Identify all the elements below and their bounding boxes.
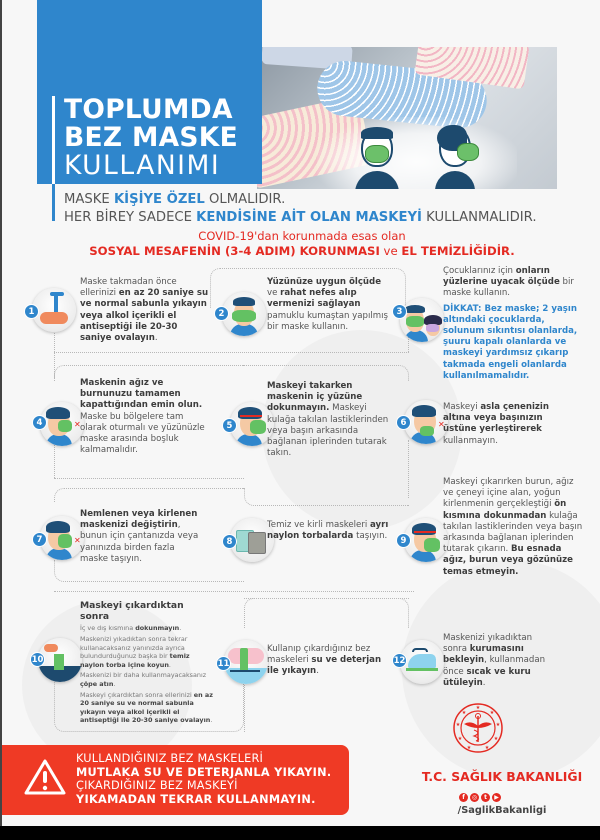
step-text: Maskeyi çıkarırken burun, ağız ve çeneyi içine alan, yoğun kirlenmenin gerçekleştiği ön kısmına dokunmadan kulağa takılan lastiklerinden veya başın arkasında bağlanan iplerinden tutarak çıkarın. Bu esnada ağız, burun veya gözünüze temas etmeyin. [443, 477, 583, 577]
step-number: 9 [396, 533, 411, 548]
person-wearing-mask-side-icon [427, 119, 497, 189]
covid-note: COVID-19'dan korunmada esas olan SOSYAL MESAFENİN (3-4 ADIM) KORUNMASI ve EL TEMİZLİĞİDİR. [89, 229, 515, 258]
step-number: 3 [392, 304, 407, 319]
page-title [64, 96, 238, 180]
svg-text:★: ★ [461, 710, 467, 716]
social-icons [459, 793, 501, 802]
step-number: 11 [216, 656, 231, 671]
warning-banner [2, 745, 349, 815]
title-accent-bar-inner [52, 96, 55, 184]
warning-triangle-icon [24, 759, 66, 795]
youtube-icon[interactable]: ▶ [492, 793, 501, 802]
mask-change-icon: ✕ [40, 516, 84, 560]
title-line-1: TOPLUMDA [64, 94, 233, 125]
step-number: 6 [396, 415, 411, 430]
title-line-2: BEZ MASKE [64, 122, 239, 153]
step-number: 2 [214, 306, 229, 321]
step-text: Maskenizi yıkadıktan sonra kurumasını bekleyin, kullanmadan önce sıcak ve kuru ütüleyin. [443, 633, 546, 688]
step-text: Maskeyi çıkardıktan sonra İç ve dış kısmına dokunmayın. Maskenizi yıkadıktan sonra tekrar kullanacaksanız yanınızda ayrıca bulundurduğunuz başka bir temiz naylon torba içine koyun. Maskenizi bir daha kullanmayacaksanız çöpe atın. Maskeyi çıkardıktan sonra ellerinizi en az 20 saniye su ve normal sabunla yıkayın veya alkol içerikli el antiseptiği ile 20-30 saniye ovalayın. [80, 600, 215, 725]
step-number: 1 [24, 304, 39, 319]
step-text: Maskeyi takarken maskenin iç yüzüne dokunmayın. Maskeyi kulağa takılan lastiklerinden veya başın arkasında bağlanan iplerinden tutarak takın. [267, 381, 389, 459]
step-number: 12 [392, 653, 407, 668]
step-3-warning: DİKKAT: Bez maske; 2 yaşın altındaki çocuklarda, solunum sıkıntısı olanlarda, şuuru kapalı olanlarda ve maskeyi yardımsız çıkarıp takmada engeli olanlarda kullanılmamalıdır. [443, 303, 578, 381]
step-text: Maskeyi asla çenenizin altına veya başınızın üstüne yerleştirerek kullanmayın. [443, 402, 549, 446]
step-number: 4 [32, 415, 47, 430]
mask-chin-wrong-icon: ✕ [404, 400, 448, 444]
step-number: 8 [222, 534, 237, 549]
step-text: Yüzünüze uygun ölçüde ve rahat nefes alıp vermenizi sağlayan pamuklu kumaştan yapılmış bir maske kullanın. [267, 277, 388, 332]
mask-coverage-icon: ✕ [40, 402, 84, 446]
svg-text:★: ★ [495, 722, 501, 728]
twitter-icon[interactable]: t [481, 793, 490, 802]
tagline: MASKE KİŞİYE ÖZEL OLMALIDIR. HER BİREY SADECE KENDİSİNE AİT OLAN MASKEYİ KULLANMALIDIR. [64, 192, 537, 225]
svg-text:★: ★ [489, 710, 495, 716]
person-wearing-mask-front-icon [337, 119, 417, 189]
step-number: 7 [32, 532, 47, 547]
step-text: Maske takmadan önce ellerinizi en az 20 saniye su ve normal sabunla yıkayın veya alkol içerikli el antiseptiği ile 20-30 saniye ovalayın. [80, 277, 209, 344]
cloth-masks-photo [257, 47, 557, 189]
title-line-3: KULLANIMI [64, 150, 221, 181]
ministry-logo [452, 702, 504, 754]
svg-text:★: ★ [493, 736, 499, 742]
svg-text:★: ★ [457, 736, 463, 742]
tagline-highlight: KENDİSİNE AİT OLAN MASKEYİ [196, 210, 422, 225]
facebook-icon[interactable]: f [459, 793, 468, 802]
step-number: 10 [30, 652, 45, 667]
step-10-title: Maskeyi çıkardıktan sonra [80, 600, 184, 623]
step-text: Çocuklarınız için onların yüzlerine uyacak ölçüde bir maske kullanın. DİKKAT: Bez maske; 2 yaşın altındaki çocuklarda, solunum sıkıntısı olanlarda, şuuru kapalı olanlarda ve maskeyi yardımsız çıkarıp takmada engeli olanlarda kullanılmamalıdır. [443, 266, 583, 382]
step-text: Kullanıp çıkardığınız bez maskeleri su ve deterjan ile yıkayın. [267, 644, 382, 677]
family-mask-icon [400, 298, 444, 342]
svg-text:★: ★ [455, 722, 461, 728]
ministry-name: T.C. SAĞLIK BAKANLIĞI [421, 769, 583, 784]
tagline-highlight: KİŞİYE ÖZEL [113, 192, 205, 207]
svg-text:★: ★ [484, 745, 490, 751]
warning-text: KULLANDIĞINIZ BEZ MASKELERİ MUTLAKA SU VE DETERJANLA YIKAYIN. ÇIKARDIĞINIZ BEZ MASKEYİ YIKAMADAN TEKRAR KULLANMAYIN. [76, 752, 332, 806]
instagram-icon[interactable]: ◎ [471, 794, 478, 801]
svg-text:★: ★ [475, 705, 481, 711]
step-text: Maskenin ağız ve burnunuzu tamamen kapattığından emin olun. Maske bu bölgelere tam olarak oturmalı ve yüzünüzle maske arasında boşluk kalmamalıdır. [80, 378, 205, 456]
step-number: 5 [222, 418, 237, 433]
step-text: Nemlenen veya kirlenen maskenizi değiştirin, bunun için çantanızda veya yanınızda birden fazla maske taşıyın. [80, 509, 199, 564]
social-handle[interactable]: /SaglikBakanligi [457, 805, 547, 816]
svg-text:★: ★ [466, 745, 472, 751]
step-text: Temiz ve kirli maskeleri ayrı naylon torbalarda taşıyın. [267, 520, 389, 542]
